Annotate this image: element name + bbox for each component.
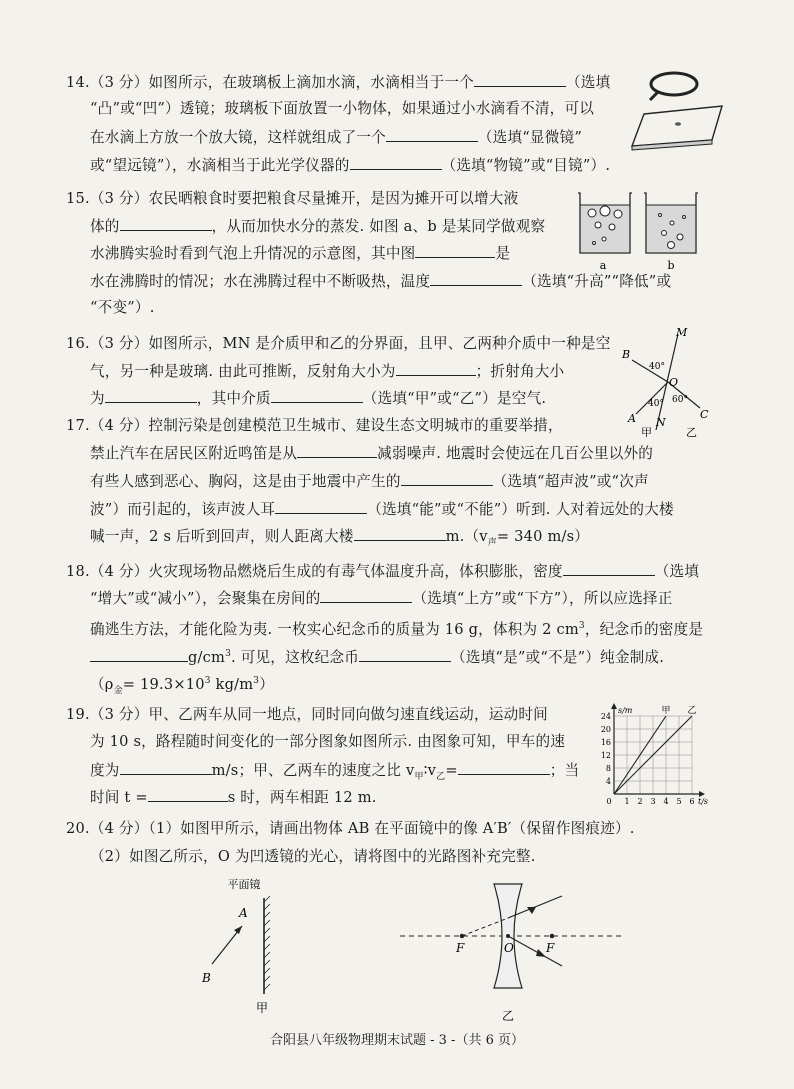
focus-right — [550, 934, 555, 939]
q15-figure-beakers — [572, 187, 712, 277]
y-tick-label: 16 — [600, 738, 611, 747]
chart-series — [614, 705, 697, 794]
label-a: A — [239, 906, 248, 920]
q14-line4: 或“望远镜”），水滴相当于此光学仪器的 （选填“物镜”或“目镜”）. — [90, 157, 611, 174]
q19-line4: 时间 t = s 时，两车相距 12 m. — [90, 789, 377, 806]
q20-figure-concave-lens — [396, 876, 626, 1026]
series-label-1: 甲 — [661, 706, 671, 716]
label-yi: 乙 — [686, 426, 697, 439]
q19-line1: 19.（3 分）甲、乙两车从同一地点，同时同向做匀速直线运动，运动时间 — [66, 706, 548, 723]
q18-line4: $g/cm^3$. 可见，这枚纪念币 （选填“是”或“不是”）纯金制成. — [90, 644, 664, 668]
optical-center — [506, 934, 510, 938]
q15-line3: 水沸腾实验时看到气泡上升情况的示意图，其中图 是 — [90, 245, 511, 262]
q19-figure-st-chart — [592, 700, 712, 808]
q17-line2: 禁止汽车在居民区附近鸣笛是从 减弱噪声. 地震时会使远在几百公里以外的 — [90, 445, 654, 462]
q18-line5: （$\rho_金= 19.3\times 10^3$ $kg/m^3$） — [90, 675, 275, 696]
q18-line2: “增大”或“减小”），会聚集在房间的 （选填“上方”或“下方”），所以应选择正 — [90, 590, 673, 607]
angle-40-bottom: 40° — [648, 399, 664, 409]
x-tick-label: 2 — [637, 797, 643, 806]
x-tick-label: 3 — [650, 797, 656, 806]
q17-line1: 17.（4 分）控制污染是创建模范卫生城市、建设生态文明城市的重要举措， — [66, 417, 563, 434]
label-n: N — [656, 416, 666, 429]
y-axis-label: s/m — [618, 706, 633, 715]
beaker-a — [578, 193, 632, 253]
label-m: M — [676, 326, 688, 339]
ray-arrow-lower — [536, 949, 546, 957]
q14-line3: 在水滴上方放一个放大镜，这样就组成了一个 （选填“显微镜” — [90, 129, 582, 146]
focus-left — [460, 934, 465, 939]
q16-figure-refraction — [614, 326, 714, 440]
q18-line1: 18.（4 分）火灾现场物品燃烧后生成的有毒气体温度升高，体积膨胀，密度 （选填 — [66, 563, 700, 580]
label-jia: 甲 — [641, 426, 652, 439]
y-axis-arrow — [611, 703, 617, 709]
q18-line3: 确逃生方法，才能化险为夷. 一枚实心纪念币的质量为 16 g，体积为 2 $cm^3$，纪念币的密度是 — [90, 620, 704, 638]
q17-line5: 喊一声，2 s 后听到回声，则人距离大楼 $m.(v_声= 340$ m/s） — [90, 528, 590, 548]
q14-line1: 14.（3 分）如图所示，在玻璃板上滴加水滴，水滴相当于一个 （选填 — [66, 74, 611, 91]
x-tick-label: 5 — [676, 797, 682, 806]
q16-line1: 16.（3 分）如图所示，MN 是介质甲和乙的分界面，且甲、乙两种介质中一种是空 — [66, 335, 611, 352]
q17-line3: 有些人感到恶心、胸闷，这是由于地震中产生的 （选填“超声波”或“次声 — [90, 473, 649, 490]
label-o: O — [669, 376, 679, 389]
q16-line2: 气，另一种是玻璃. 由此可推断，反射角大小为 ；折射角大小 — [90, 363, 565, 380]
object-arrowhead — [234, 926, 242, 934]
q14-line2: “凸”或“凹”）透镜；玻璃板下面放置一小物体，如果通过小水滴看不清，可以 — [90, 100, 595, 117]
y-tick-label: 4 — [605, 777, 611, 786]
y-tick-label: 24 — [600, 712, 611, 721]
page-footer: 合阳县八年级物理期末试题 - 3 -（共 6 页） — [270, 1033, 524, 1048]
q17-line4: 波”）而引起的，该声波人耳 （选填“能”或“不能”）听到. 人对着远处的大楼 — [90, 501, 674, 518]
figure-jia-label: 甲 — [255, 1001, 269, 1015]
x-tick-label: 0 — [606, 797, 612, 806]
label-c: C — [700, 408, 709, 421]
beaker-a-label: a — [599, 259, 607, 272]
label-b: B — [202, 971, 211, 985]
ray-arrow-upper — [527, 907, 536, 914]
q20-line2: （2）如图乙所示，O 为凹透镜的光心，请将图中的光路图补充完整. — [90, 848, 536, 865]
q20-figure-plane-mirror — [188, 876, 308, 1016]
angle-40-top: 40° — [649, 362, 665, 372]
q20-line1: 20.（4 分）（1）如图甲所示，请画出物体 AB 在平面镜中的像 A′B′（保留作图痕迹）. — [66, 820, 635, 837]
q15-line4: 水在沸腾时的情况；水在沸腾过程中不断吸热，温度 （选填“升高”“降低”或 — [90, 273, 672, 290]
beaker-b — [644, 193, 698, 253]
figure-yi-label: 乙 — [501, 1009, 515, 1023]
mirror-hatching — [264, 896, 270, 990]
x-tick-label: 4 — [663, 797, 669, 806]
mirror-label: 平面镜 — [227, 878, 261, 891]
x-tick-label: 6 — [689, 797, 695, 806]
q15-line1: 15.（3 分）农民晒粮食时要把粮食尽量摊开，是因为摊开可以增大液 — [66, 190, 519, 207]
q14-figure-glass-plate — [626, 64, 736, 154]
q19-line3: 度为 m/s；甲、乙两车的速度之比 $v_甲∶v_乙=$ ；当 — [90, 762, 580, 782]
x-tick-label: 1 — [624, 797, 630, 806]
y-tick-label: 8 — [605, 764, 611, 773]
beaker-b-label: b — [667, 259, 675, 272]
angle-60: 60° — [672, 395, 688, 405]
q15-line2: 体的 ，从而加快水分的蒸发. 如图 a、b 是某同学做观察 — [90, 218, 546, 235]
q16-line3: 为 ，其中介质 （选填“甲”或“乙”）是空气. — [90, 390, 547, 407]
q15-line5: “不变”）. — [90, 299, 155, 316]
y-tick-label: 20 — [600, 725, 611, 734]
label-o: O — [504, 941, 514, 955]
y-tick-label: 12 — [600, 751, 611, 760]
label-a: A — [628, 412, 636, 425]
q19-line2: 为 10 s，路程随时间变化的一部分图象如图所示. 由图象可知，甲车的速 — [90, 733, 566, 750]
label-f-right: F — [546, 941, 555, 955]
label-f-left: F — [456, 941, 465, 955]
series-label-2: 乙 — [687, 706, 697, 716]
label-b: B — [622, 348, 631, 361]
x-axis-label: t/s — [698, 797, 709, 806]
